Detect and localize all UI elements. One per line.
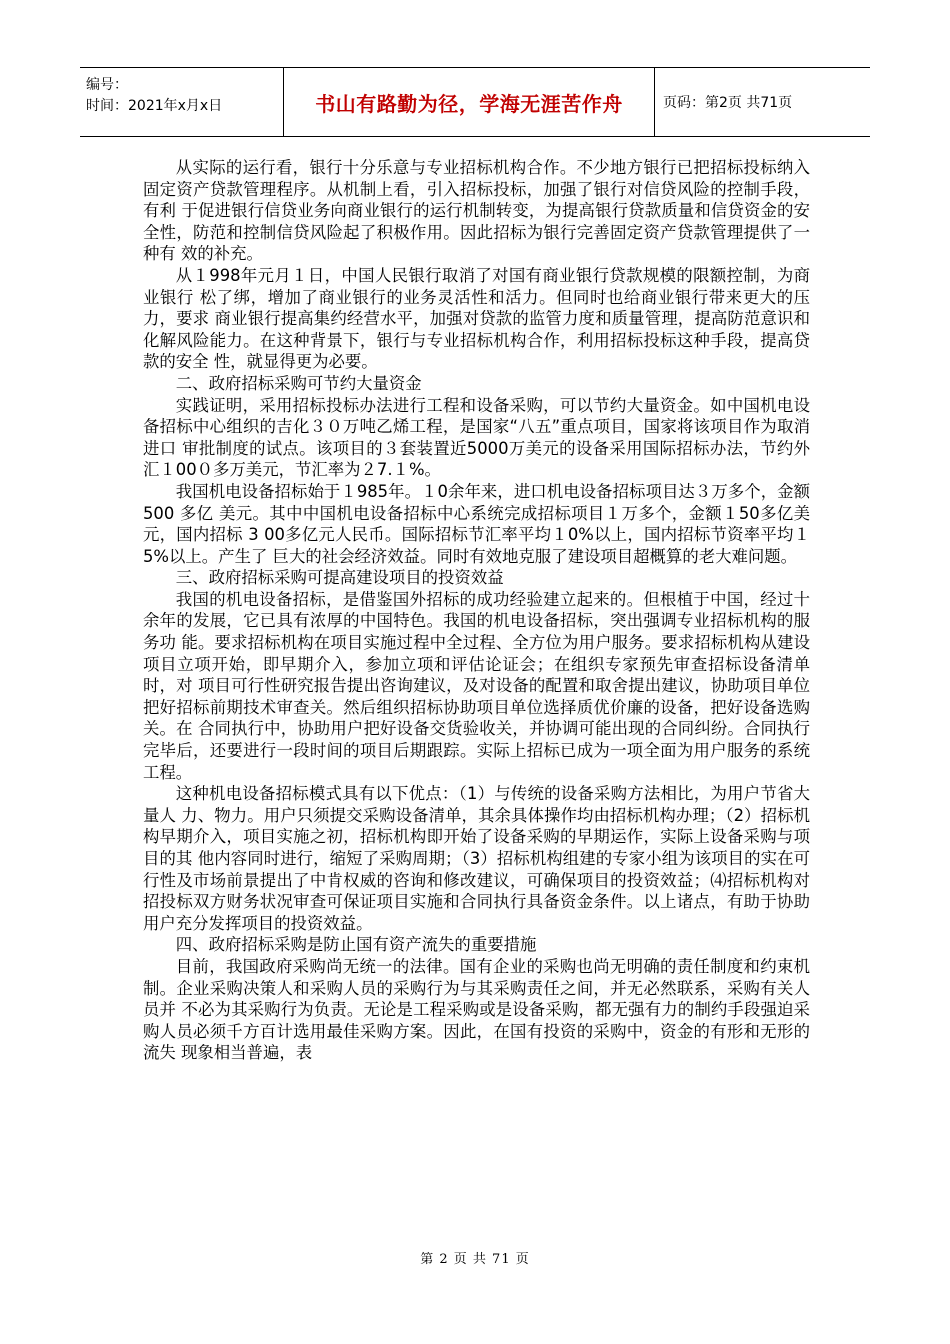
paragraph-savings-example: 实践证明，采用招标投标办法进行工程和设备采购，可以节约大量资金。如中国机电设备招标中心组织的吉化３０万吨乙烯工程，是国家“八五”重点项目，国家将该项目作为取消进口 审批制度的试点。该项目的３套装置近5000万美元的设备采用国际招标办法，节约外汇１00０多万美元，节汇率为２7.１%。 [143, 395, 810, 480]
document-date-label: 时间：2021年x月x日 [86, 98, 223, 114]
header-meta [80, 68, 283, 136]
paragraph-credit-control: 从１998年元月１日，中国人民银行取消了对国有商业银行贷款规模的限额控制，为商业银行 松了绑，增加了商业银行的业务灵活性和活力。但同时也给商业银行带来更大的压力，要求 商业银行提高集约经营水平，加强对贷款的监管力度和质量管理，提高防范意识和化解风险能力。在这种背景下，银行与专业招标机构合作，利用招标投标这种手段，提高贷款的安全 性，就显得更为必要。 [143, 265, 810, 372]
header-motto: 书山有路勤为径，学海无涯苦作舟 [283, 68, 655, 136]
paragraph-service-function: 我国的机电设备招标，是借鉴国外招标的成功经验建立起来的。但根植于中国，经过十余年的发展，它已具有浓厚的中国特色。我国的机电设备招标，突出强调专业招标机构的服务功 能。要求招标机构在项目实施过程中全过程、全方位为用户服务。要求招标机构从建设项目立项开始，即早期介入，参加立项和评估论证会；在组织专家预先审查招标设备清单时，对 项目可行性研究报告提出咨询建议，及对设备的配置和取舍提出建议，协助项目单位把好招标前期技术审查关。然后组织招标协助项目单位选择质优价廉的设备，把好设备选购关。在 合同执行中，协助用户把好设备交货验收关，并协调可能出现的合同纠纷。合同执行完毕后，还要进行一段时间的项目后期跟踪。实际上招标已成为一项全面为用户服务的系统工程。 [143, 589, 810, 782]
section-heading-4: 四、政府招标采购是防止国有资产流失的重要措施 [175, 935, 537, 955]
document-number-label: 编号： [86, 77, 128, 93]
header-page-info: 页码：第2页 共71页 [663, 95, 793, 111]
section-heading-2: 二、政府招标采购可节约大量资金 [175, 373, 422, 393]
paragraph-advantages: 这种机电设备招标模式具有以下优点：（1）与传统的设备采购方法相比，为用户节省大量人 力、物力。用户只须提交采购设备清单，其余具体操作均由招标机构办理；（2）招标机构早期介入，项目实施之初，招标机构即开始了设备采购的早期运作，实际上设备采购与项目的其 他内容同时进行，缩短了采购周期；（3）招标机构组建的专家小组为该项目的实在可行性及市场前景提出了中肯权威的咨询和修改建议，可确保项目的投资效益；⑷招标机构对招投标双方财务状况审查可保证项目实施和合同执行具备资金条件。以上诸点，有助于协助用户充分发挥项目的投资效益。 [143, 784, 810, 933]
paragraph-bank-cooperation: 从实际的运行看，银行十分乐意与专业招标机构合作。不少地方银行已把招标投标纳入固定资产贷款管理程序。从机制上看，引入招标投标，加强了银行对信贷风险的控制手段，有利 于促进银行信贷业务向商业银行的运行机制转变，为提高银行贷款质量和信贷资金的安全性，防范和控制信贷风险起了积极作用。因此招标为银行完善固定资产贷款管理提供了一种有 效的补充。 [143, 158, 810, 264]
page-header [80, 67, 870, 137]
section-heading-3: 三、政府招标采购可提高建设项目的投资效益 [175, 568, 504, 588]
paragraph-asset-loss: 目前，我国政府采购尚无统一的法律。国有企业的采购也尚无明确的责任制度和约束机制。企业采购决策人和采购人员的采购行为与其采购责任之间，并无必然联系，采购有关人员并 不必为其采购行为负责。无论是工程采购或是设备采购，都无强有力的制约手段强迫采购人员必须千方百计选用最佳采购方案。因此，在国有投资的采购中，资金的有形和无形的流失 现象相当普遍，表 [143, 956, 810, 1063]
document-body [143, 157, 810, 1064]
paragraph-bidding-history: 我国机电设备招标始于１985年。１0余年来，进口机电设备招标项目达３万多个，金额500 多亿 美元。其中中国机电设备招标中心系统完成招标项目１万多个，金额１50多亿美元，国内招标 3 00多亿元人民币。国际招标节汇率平均１0%以上，国内招标节资率平均１5%以上。产生了 巨大的社会经济效益。同时有效地克服了建设项目超概算的老大难问题。 [143, 481, 810, 566]
page-footer: 第 2 页 共 71 页 [420, 1252, 530, 1267]
